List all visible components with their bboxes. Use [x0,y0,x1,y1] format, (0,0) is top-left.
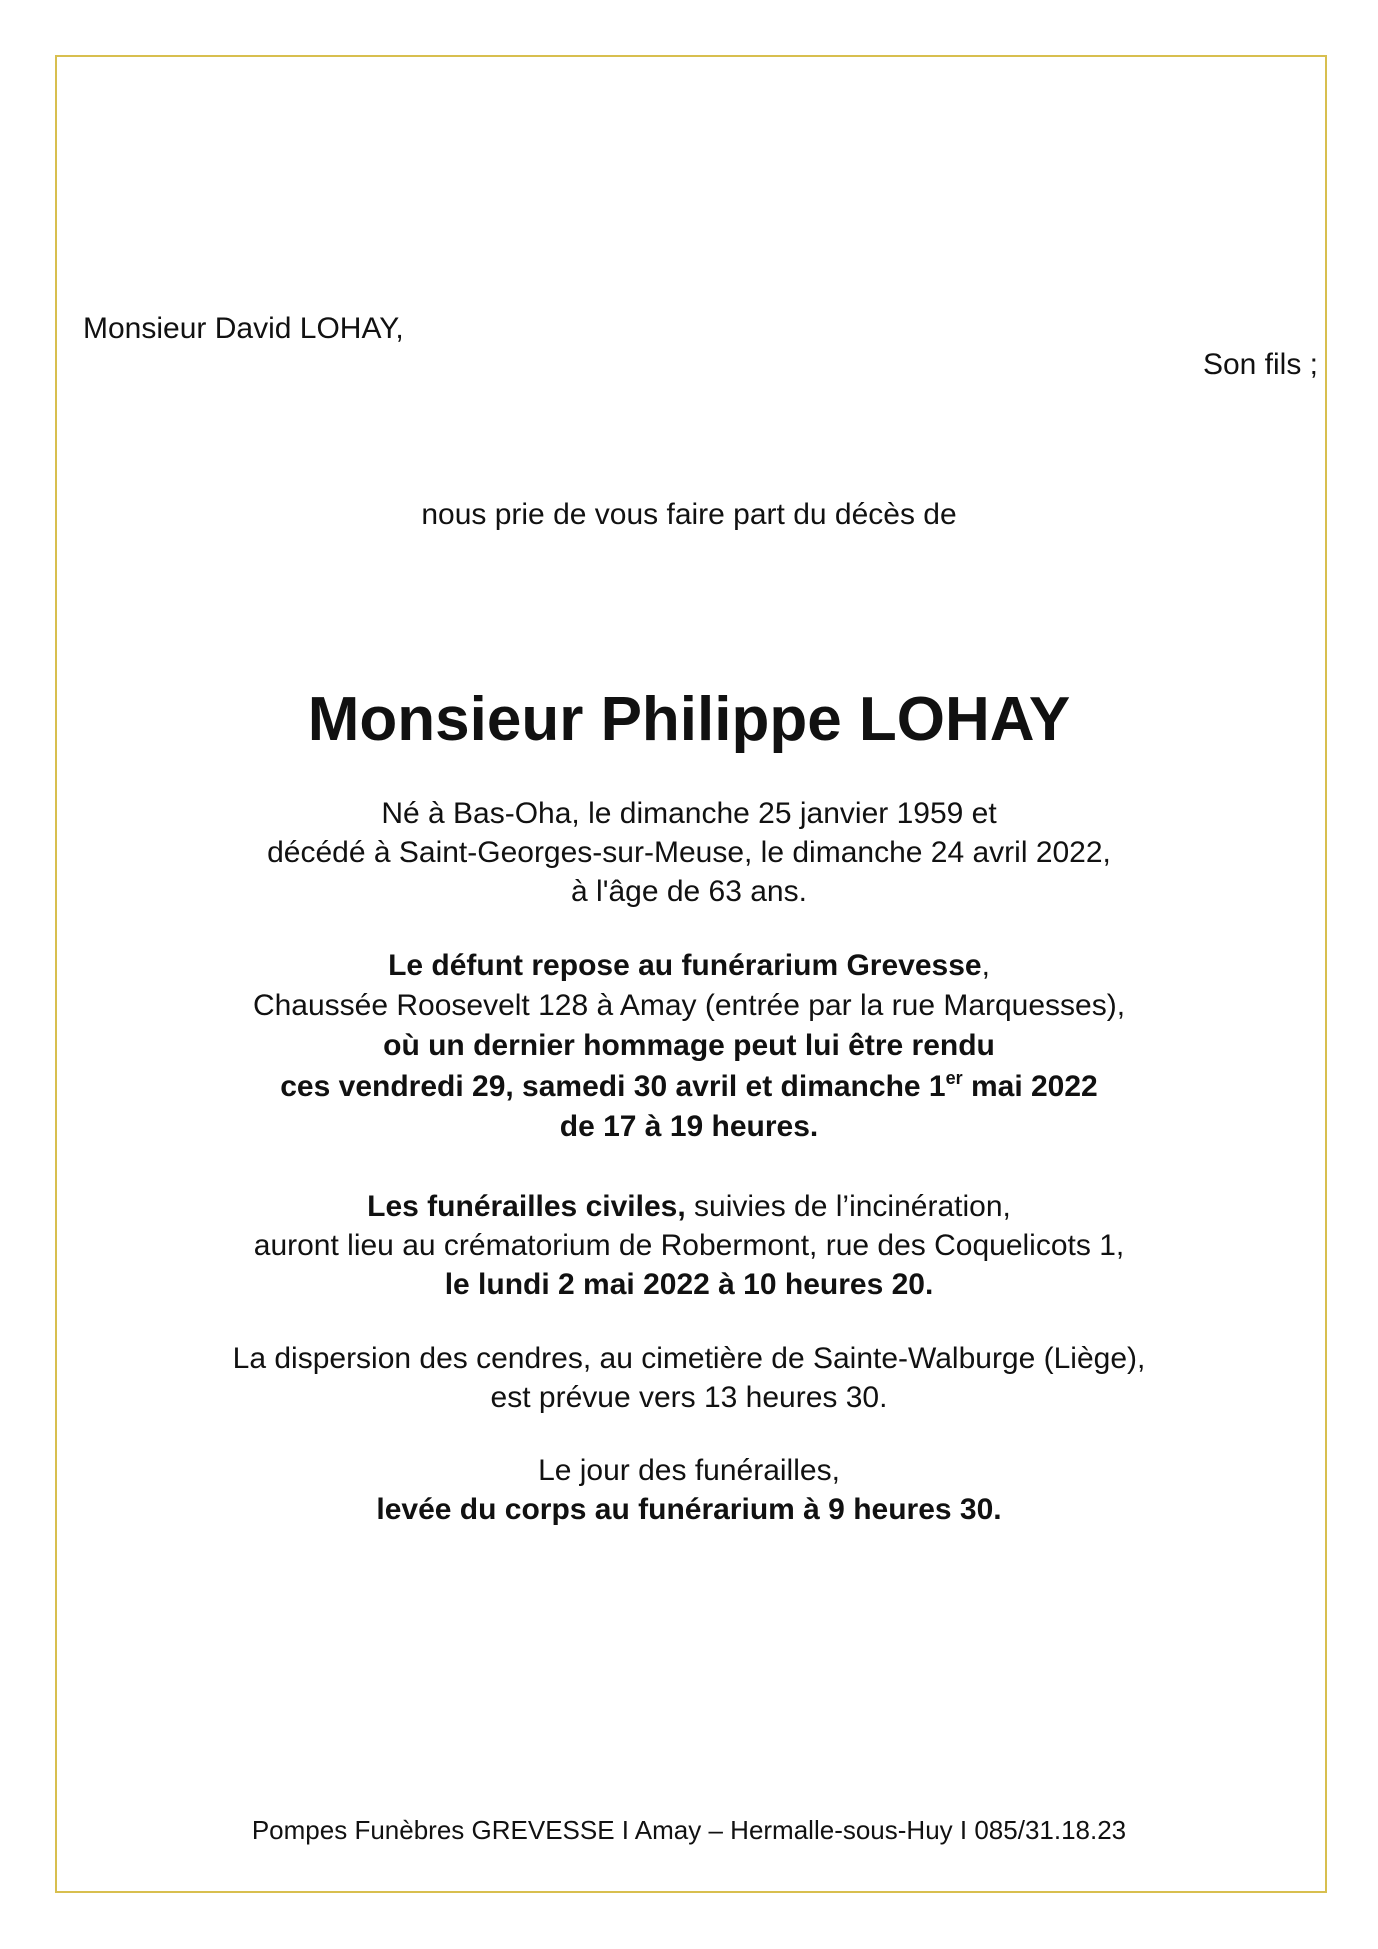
viewing-location-line [0,947,1378,985]
viewing-location-bold: Le défunt repose au funérarium Grevesse [388,949,982,982]
age-line: à l'âge de 63 ans. [571,875,807,908]
deceased-name: Monsieur Philippe LOHAY [307,685,1071,754]
announcer-name: Monsieur David LOHAY, [83,312,404,345]
death-line: décédé à Saint-Georges-sur-Meuse, le dimanche 24 avril 2022, [267,836,1111,869]
funeral-date: le lundi 2 mai 2022 à 10 heures 20. [444,1268,934,1301]
viewing-tribute: où un dernier hommage peut lui être rendu [383,1029,995,1062]
viewing-location-suffix: , [981,949,990,982]
viewing-dates [0,1068,1378,1106]
funeral-type-bold: Les funérailles civiles, [367,1190,686,1223]
footer-contact: Pompes Funèbres GREVESSE I Amay – Hermalle-sous-Huy I 085/31.18.23 [251,1815,1127,1845]
birth-line: Né à Bas-Oha, le dimanche 25 janvier 1959 et [381,797,997,830]
announcer-relation: Son fils ; [1202,348,1318,381]
viewing-dates-end: mai 2022 [962,1070,1098,1103]
viewing-address: Chaussée Roosevelt 128 à Amay (entrée par la rue Marquesses), [252,989,1126,1022]
procession-line-2: levée du corps au funérarium à 9 heures 30. [376,1493,1002,1526]
intro-text: nous prie de vous faire part du décès de [421,498,957,531]
viewing-dates-superscript: er [945,1068,963,1088]
funeral-type-regular: suivies de l’incinération, [685,1190,1011,1223]
funeral-location: auront lieu au crématorium de Robermont, rue des Coquelicots 1, [253,1229,1125,1262]
procession-line-1: Le jour des funérailles, [538,1454,840,1487]
viewing-hours: de 17 à 19 heures. [559,1110,819,1143]
dispersion-line-1: La dispersion des cendres, au cimetière de Sainte-Walburge (Liège), [232,1342,1146,1375]
viewing-dates-main: ces vendredi 29, samedi 30 avril et dimanche 1 [280,1070,946,1103]
funeral-type-line [0,1188,1378,1226]
dispersion-line-2: est prévue vers 13 heures 30. [490,1381,888,1414]
